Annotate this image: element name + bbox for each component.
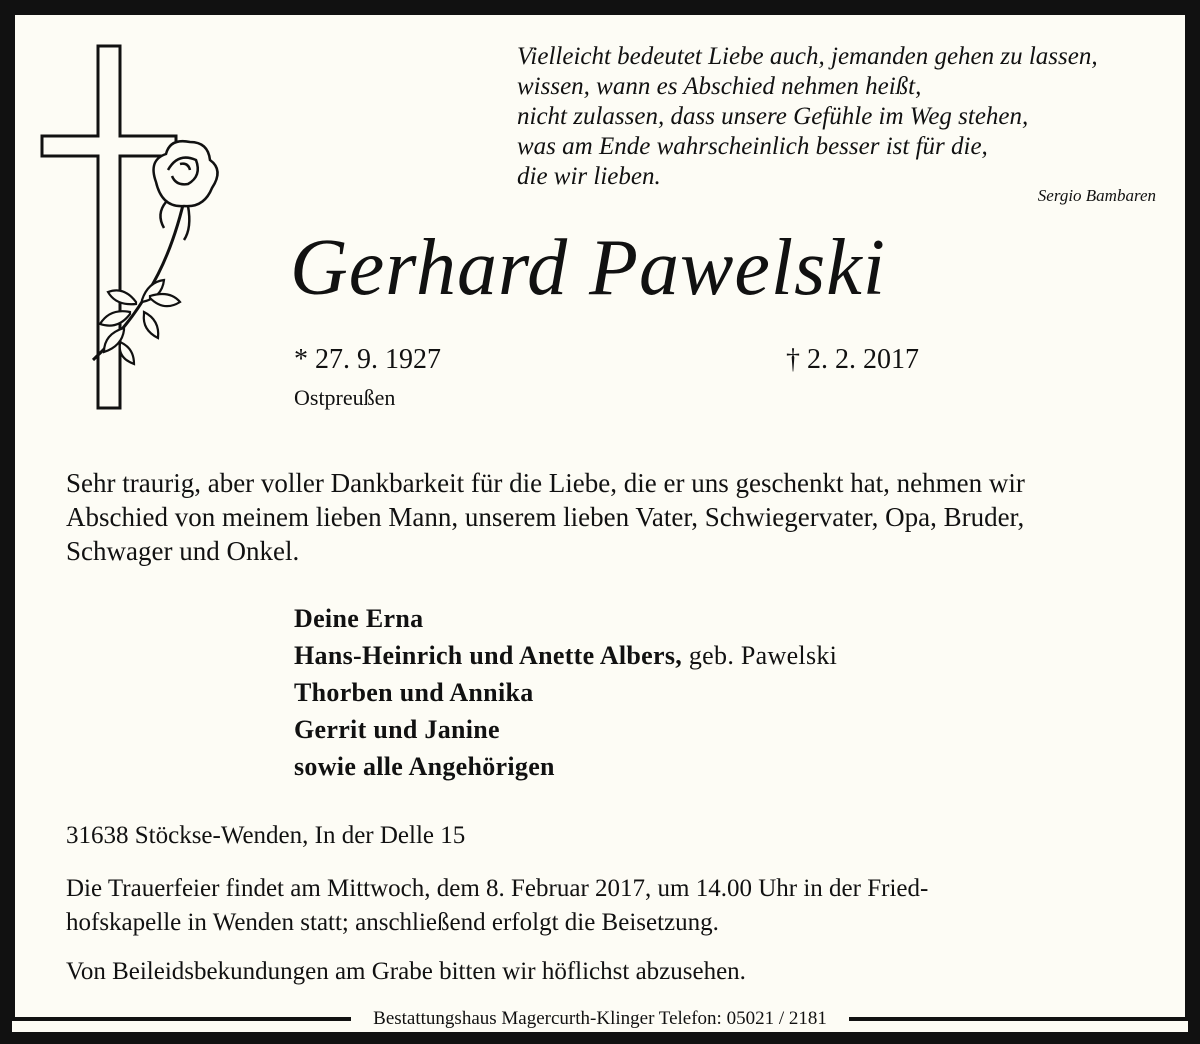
deceased-name: Gerhard Pawelski (290, 224, 886, 312)
intro-line: Schwager und Onkel. (66, 536, 300, 566)
poem-line: Vielleicht bedeutet Liebe auch, jemanden gehen zu lassen, (517, 43, 1098, 70)
footer-rule-right (849, 1017, 1188, 1021)
mourner: Deine Erna (294, 604, 424, 633)
bottom-border (0, 1032, 1200, 1044)
cross-with-rose-icon (38, 42, 228, 412)
service-info (66, 872, 1166, 940)
footer (12, 1004, 1188, 1034)
birth-date: * 27. 9. 1927 (294, 344, 441, 375)
mourners-list (294, 600, 837, 785)
service-line: Die Trauerfeier findet am Mittwoch, dem 8. Februar 2017, um 14.00 Uhr in der Fried- (66, 875, 929, 902)
mourner: sowie alle Angehörigen (294, 752, 555, 781)
poem-author: Sergio Bambaren (1037, 186, 1156, 205)
condolence-note: Von Beileidsbekundungen am Grabe bitten wir höflichst abzusehen. (66, 958, 746, 985)
poem-line: die wir lieben. (517, 163, 661, 190)
death-date: † 2. 2. 2017 (786, 344, 919, 375)
poem-line: was am Ende wahrscheinlich besser ist für die, (517, 133, 988, 160)
mourner: Gerrit und Janine (294, 715, 500, 744)
footer-rule-left (12, 1017, 351, 1021)
intro-text (66, 466, 1166, 568)
poem-line: nicht zulassen, dass unsere Gefühle im Weg stehen, (517, 103, 1029, 130)
rose-icon (154, 141, 218, 240)
poem-line: wissen, wann es Abschied nehmen heißt, (517, 73, 922, 100)
intro-line: Sehr traurig, aber voller Dankbarkeit für die Liebe, die er uns geschenkt hat, nehmen wir (66, 468, 1025, 498)
mourner (294, 637, 837, 674)
service-line: hofskapelle in Wenden statt; anschließend erfolgt die Beisetzung. (66, 909, 719, 936)
birthplace: Ostpreußen (294, 385, 396, 410)
mourner: Thorben und Annika (294, 678, 534, 707)
poem (517, 42, 1157, 192)
cross-icon (42, 46, 176, 408)
mourner-name: Hans-Heinrich und Anette Albers, (294, 641, 683, 670)
address: 31638 Stöckse-Wenden, In der Delle 15 (66, 822, 466, 849)
footer-text: Bestattungshaus Magercurth-Klinger Telefon: 05021 / 2181 (373, 1008, 827, 1029)
mourner-note: geb. Pawelski (682, 641, 838, 670)
intro-line: Abschied von meinem lieben Mann, unserem lieben Vater, Schwiegervater, Opa, Bruder, (66, 502, 1025, 532)
